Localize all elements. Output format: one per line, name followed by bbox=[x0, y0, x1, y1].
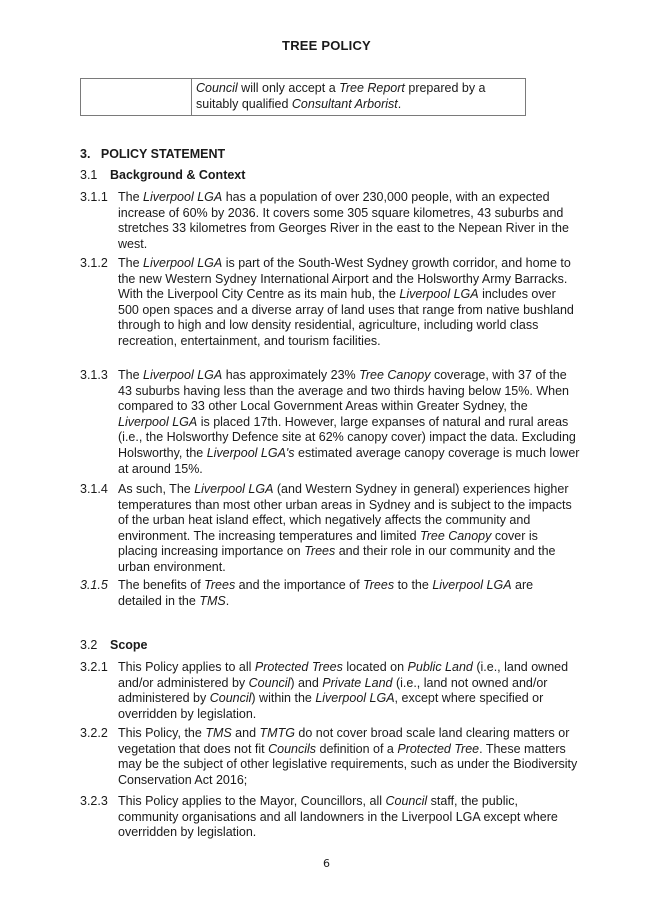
paragraph-number: 3.1.1 bbox=[80, 190, 108, 204]
text-run: will only accept a bbox=[237, 81, 340, 95]
text-run: ) within the bbox=[251, 691, 316, 706]
paragraph-text bbox=[118, 482, 580, 576]
text-run: The benefits of bbox=[118, 578, 205, 592]
text-run: estimated average canopy coverage is much lower at around 15%. bbox=[118, 445, 580, 476]
italic-term: Liverpool LGA bbox=[143, 256, 223, 270]
paragraph-text bbox=[118, 578, 580, 609]
paragraph-text bbox=[118, 190, 580, 252]
text-run: This Policy applies to the Mayor, Councillors, all bbox=[118, 794, 386, 808]
subsection-number: 3.2 bbox=[80, 638, 98, 652]
paragraph-3-2-1 bbox=[80, 660, 580, 722]
text-run: This Policy applies to all bbox=[118, 660, 255, 674]
paragraph-3-1-3 bbox=[80, 368, 580, 477]
text-run: is placed 17th. However, large expanses of natural and rural areas (i.e., the Holsworthy Defence site at 62% canopy cover) impact the data. Excluding Holsworthy, the bbox=[118, 414, 576, 460]
text-run: The bbox=[118, 368, 144, 382]
text-run: staff, the public, community organisations and all landowners in the Liverpool LGA except where overridden by legislation. bbox=[118, 794, 558, 840]
italic-term: Councils bbox=[268, 741, 317, 756]
text-run: includes over 500 open spaces and a diverse array of land uses that range from native bushland through to high and low density residential, agriculture, including world class recreation, entertainment, and tourism facilities. bbox=[118, 287, 574, 348]
text-run: to the bbox=[394, 578, 433, 592]
subsection-title: Scope bbox=[110, 638, 148, 652]
italic-term: Council bbox=[385, 794, 428, 808]
paragraph-text bbox=[118, 368, 580, 477]
page-title: TREE POLICY bbox=[282, 38, 371, 53]
text-run: This Policy, the bbox=[118, 726, 206, 740]
italic-term: Consultant Arborist bbox=[291, 96, 398, 111]
italic-term: Liverpool LGA bbox=[143, 368, 223, 382]
text-run: do not cover broad scale land clearing matters or vegetation that does not fit bbox=[118, 726, 570, 756]
text-run: The bbox=[118, 256, 144, 270]
text-run: ) and bbox=[290, 675, 323, 690]
subsection-heading-background bbox=[80, 168, 245, 182]
paragraph-number: 3.1.2 bbox=[80, 256, 108, 270]
text-run: (i.e., land not owned and/or administered by bbox=[118, 675, 548, 706]
paragraph-text bbox=[118, 660, 580, 722]
paragraph-text bbox=[118, 726, 580, 788]
paragraph-3-2-3 bbox=[80, 794, 580, 841]
italic-term: Trees bbox=[304, 544, 336, 559]
italic-term: TMTG bbox=[259, 726, 295, 740]
italic-term: Private Land bbox=[322, 675, 393, 690]
table-cell-empty bbox=[81, 79, 192, 116]
paragraph-3-1-2 bbox=[80, 256, 580, 350]
italic-term: Tree Canopy bbox=[420, 528, 492, 543]
top-table bbox=[80, 78, 526, 116]
italic-term: Liverpool LGA bbox=[194, 482, 274, 496]
paragraph-text bbox=[118, 794, 580, 841]
italic-term: Council bbox=[248, 675, 291, 690]
text-run: has approximately 23% bbox=[222, 368, 360, 382]
text-run: are detailed in the bbox=[118, 578, 534, 608]
paragraph-text bbox=[118, 256, 580, 350]
text-run: prepared by a suitably qualified bbox=[196, 81, 486, 111]
text-run: and the importance of bbox=[235, 578, 364, 592]
subsection-number: 3.1 bbox=[80, 168, 98, 182]
paragraph-3-2-2 bbox=[80, 726, 580, 788]
text-run: . bbox=[225, 593, 230, 608]
italic-term: Public Land bbox=[407, 660, 473, 674]
section-title: POLICY STATEMENT bbox=[100, 147, 226, 161]
subsection-heading-scope bbox=[80, 638, 148, 652]
italic-term: Trees bbox=[363, 578, 395, 592]
section-heading bbox=[80, 147, 225, 161]
italic-term: TMS bbox=[205, 726, 232, 740]
text-run: located on bbox=[342, 660, 408, 674]
italic-term: Liverpool LGA bbox=[315, 691, 395, 706]
paragraph-number: 3.1.5 bbox=[80, 578, 108, 592]
text-run: coverage, with 37 of the 43 suburbs having less than the average and two thirds having below 15%. When compared to 33 other Local Government Areas within Greater Sydney, the bbox=[118, 368, 569, 414]
text-run: The bbox=[118, 190, 144, 204]
italic-term: Protected Tree bbox=[397, 741, 480, 756]
text-run: . These matters may be the subject of other legislative requirements, such as under the Biodiversity Conservation Act 2016; bbox=[118, 741, 578, 787]
page-number: 6 bbox=[323, 857, 330, 870]
italic-term: Tree Canopy bbox=[359, 368, 431, 382]
paragraph-number: 3.2.2 bbox=[80, 726, 108, 740]
text-run: . bbox=[397, 96, 402, 111]
italic-term: Trees bbox=[204, 578, 236, 592]
text-run: definition of a bbox=[316, 741, 398, 756]
italic-term: TMS bbox=[199, 593, 226, 608]
text-run: has a population of over 230,000 people, with an expected increase of 60% by 2036. It covers some 305 square kilometres, 43 suburbs and stretches 33 kilometres from Georges River in the east to the Nepean River in the west. bbox=[118, 190, 569, 251]
italic-term: Protected Trees bbox=[254, 660, 343, 674]
italic-term: Liverpool LGA bbox=[399, 287, 479, 302]
paragraph-number: 3.2.1 bbox=[80, 660, 108, 674]
paragraph-number: 3.2.3 bbox=[80, 794, 108, 808]
paragraph-number: 3.1.3 bbox=[80, 368, 108, 382]
section-number: 3. bbox=[80, 147, 91, 161]
text-run: is part of the South-West Sydney growth corridor, and home to the new Western Sydney International Airport and the Holsworthy Army Barracks. With the Liverpool City Centre as its main hub, the bbox=[118, 256, 571, 302]
italic-term: Liverpool LGA's bbox=[206, 445, 295, 460]
paragraph-3-1-5 bbox=[80, 578, 580, 609]
text-run: and bbox=[231, 726, 260, 740]
italic-term: Liverpool LGA bbox=[432, 578, 512, 592]
text-run: (i.e., land owned and/or administered by bbox=[118, 660, 569, 690]
italic-term: Tree Report bbox=[339, 81, 405, 95]
text-run: , except where specified or overridden by legislation. bbox=[118, 691, 544, 721]
table-cell-text bbox=[192, 79, 526, 116]
text-run: and their role in our community and the urban environment. bbox=[118, 544, 556, 574]
subsection-title: Background & Context bbox=[110, 168, 246, 182]
text-run: As such, The bbox=[118, 482, 195, 496]
italic-term: Liverpool LGA bbox=[118, 414, 198, 429]
paragraph-number: 3.1.4 bbox=[80, 482, 108, 496]
text-run: (and Western Sydney in general) experiences higher temperatures than most other urban areas in Sydney and is subject to the impacts of the urban heat island effect, which negatively affects the community and environment. The increasing temperatures and limited bbox=[118, 482, 572, 543]
italic-term: Liverpool LGA bbox=[143, 190, 223, 204]
table-row bbox=[81, 79, 526, 116]
text-run: cover is placing increasing importance on bbox=[118, 528, 538, 559]
paragraph-3-1-4 bbox=[80, 482, 580, 576]
italic-term: Council bbox=[209, 691, 252, 706]
paragraph-3-1-1 bbox=[80, 190, 580, 252]
italic-term: Council bbox=[196, 81, 238, 95]
